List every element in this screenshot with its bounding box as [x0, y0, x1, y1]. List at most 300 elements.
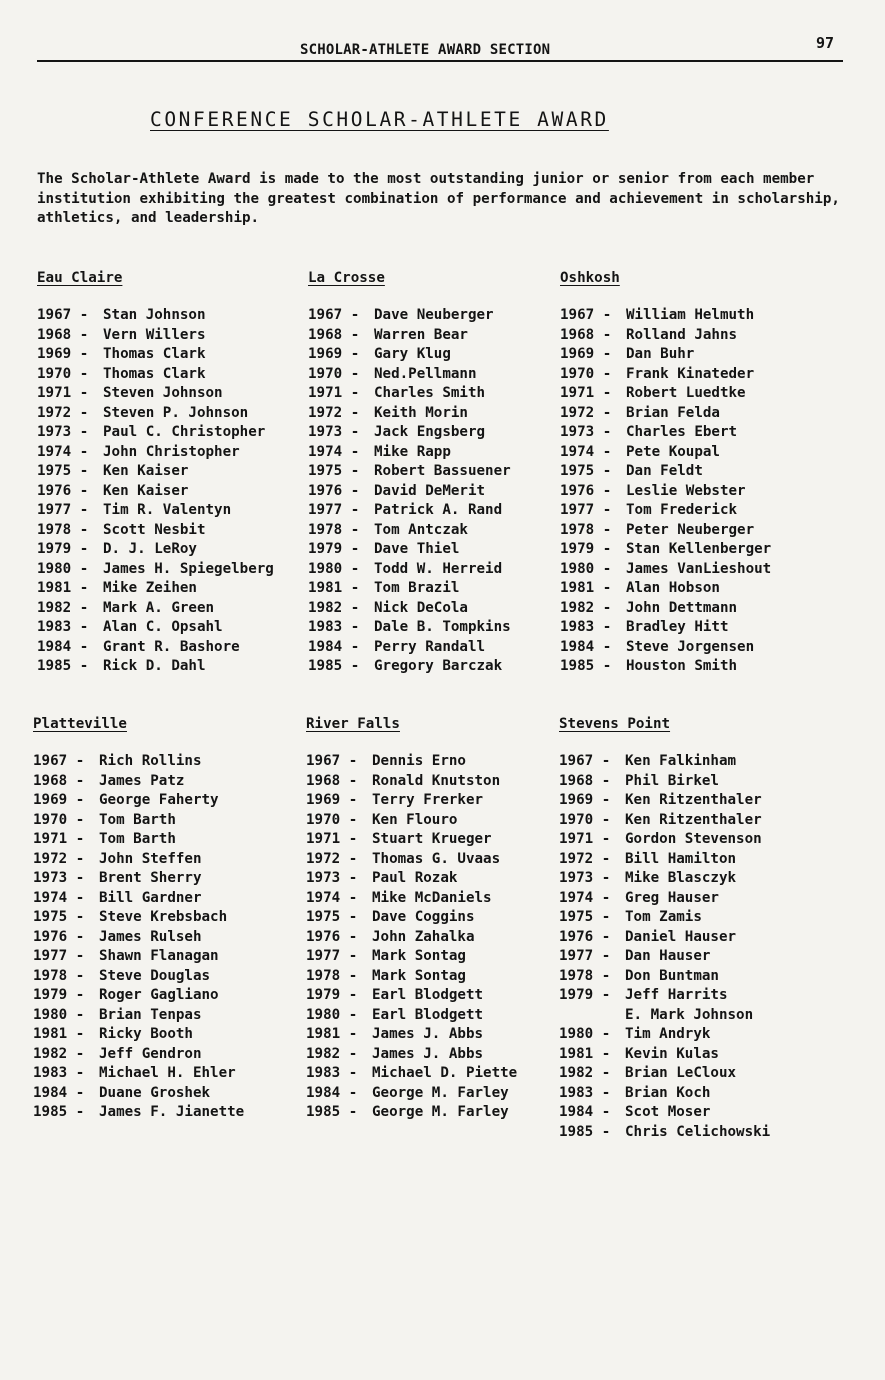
- winner-name: Earl Blodgett: [372, 987, 484, 1003]
- winner-name: Bradley Hitt: [626, 619, 729, 635]
- winner-name: Paul Rozak: [372, 870, 458, 886]
- winner-year: 1969 -: [559, 792, 611, 808]
- winner-year: 1985 -: [308, 658, 360, 674]
- winner-year: 1975 -: [37, 463, 89, 479]
- winner-year: 1983 -: [33, 1065, 85, 1081]
- winner-year: 1978 -: [559, 967, 611, 984]
- winner-name: Brent Sherry: [99, 870, 202, 886]
- winner-year: 1979 -: [308, 541, 360, 557]
- winner-name: Vern Willers: [103, 326, 206, 343]
- winner-year: 1969 -: [560, 346, 612, 362]
- winner-name: Ned.Pellmann: [374, 365, 477, 382]
- winner-year: 1983 -: [306, 1065, 358, 1081]
- winner-row: [560, 404, 771, 424]
- winner-name: Stan Johnson: [103, 307, 206, 323]
- winner-name: Mark Sontag: [372, 948, 466, 964]
- winner-name: Nick DeCola: [374, 599, 468, 616]
- winner-name: Don Buntman: [625, 967, 719, 984]
- winner-row: [37, 657, 274, 677]
- winner-row: [33, 869, 244, 889]
- winner-row: [560, 501, 771, 521]
- winner-name: Patrick A. Rand: [374, 502, 503, 518]
- winner-year: 1971 -: [306, 831, 358, 847]
- winner-name: James J. Abbs: [372, 1045, 484, 1062]
- school-column-river-falls: [306, 714, 517, 1123]
- winner-name: Tom Frederick: [626, 502, 738, 518]
- winner-row: [308, 482, 511, 502]
- winner-row: [560, 618, 771, 638]
- winner-year: 1978 -: [37, 521, 89, 538]
- winner-row: [560, 482, 771, 502]
- winner-name: John Zahalka: [372, 928, 475, 945]
- winner-row: [37, 482, 274, 502]
- winner-row: [560, 462, 771, 482]
- winner-name: Steve Douglas: [99, 967, 211, 984]
- winner-year: 1984 -: [37, 638, 89, 655]
- section-header: SCHOLAR-ATHLETE AWARD SECTION: [300, 42, 551, 58]
- winner-row: [560, 579, 771, 599]
- winner-row: [37, 462, 274, 482]
- winner-name: Charles Ebert: [626, 424, 738, 440]
- winner-name: Steve Krebsbach: [99, 909, 228, 925]
- winner-year: 1973 -: [306, 870, 358, 886]
- winner-row: [308, 326, 511, 346]
- winner-row: [37, 443, 274, 463]
- winner-year: 1973 -: [559, 870, 611, 886]
- winner-name: Michael H. Ehler: [99, 1065, 236, 1081]
- winner-year: 1977 -: [37, 502, 89, 518]
- winner-year: 1971 -: [560, 385, 612, 401]
- winner-name: Brian Tenpas: [99, 1006, 202, 1023]
- winner-row: [33, 947, 244, 967]
- winner-row: [306, 752, 517, 772]
- winner-row: [560, 599, 771, 619]
- winner-name: Ken Kaiser: [103, 482, 189, 499]
- page-number: 97: [816, 34, 835, 52]
- winner-year: 1970 -: [306, 811, 358, 828]
- school-column-stevens-point: [559, 714, 770, 1142]
- winner-row: [37, 326, 274, 346]
- winner-row: [308, 423, 511, 443]
- winner-year: 1975 -: [308, 463, 360, 479]
- winner-year: 1968 -: [33, 772, 85, 789]
- winner-name: Pete Koupal: [626, 443, 720, 460]
- winner-name: Daniel Hauser: [625, 928, 737, 945]
- winner-year: 1971 -: [33, 831, 85, 847]
- winner-row: [308, 384, 511, 404]
- winner-year: 1969 -: [37, 346, 89, 362]
- winner-name: David DeMerit: [374, 482, 486, 499]
- winner-row: [37, 579, 274, 599]
- winner-row: [560, 423, 771, 443]
- winner-name: John Steffen: [99, 850, 202, 867]
- winner-name: Phil Birkel: [625, 772, 719, 789]
- winner-name: Michael D. Piette: [372, 1065, 518, 1081]
- winner-row: [559, 850, 770, 870]
- winner-year: 1972 -: [306, 850, 358, 867]
- winner-name: Ken Kaiser: [103, 463, 189, 479]
- school-heading: Platteville: [33, 716, 127, 732]
- school-column-platteville: [33, 714, 244, 1123]
- winner-row: [306, 850, 517, 870]
- winner-name: Steve Jorgensen: [626, 638, 755, 655]
- winner-year: 1982 -: [308, 599, 360, 616]
- winner-name: James F. Jianette: [99, 1104, 245, 1120]
- winner-year: 1975 -: [306, 909, 358, 925]
- winner-name: James J. Abbs: [372, 1026, 484, 1042]
- winner-row: [306, 869, 517, 889]
- winner-row: [308, 462, 511, 482]
- winner-year: 1967 -: [37, 307, 89, 323]
- winner-year: 1984 -: [559, 1104, 611, 1120]
- winner-row: [33, 889, 244, 909]
- school-heading: River Falls: [306, 716, 400, 732]
- winner-year: 1975 -: [33, 909, 85, 925]
- winner-name: Rick D. Dahl: [103, 658, 206, 674]
- winner-name: Houston Smith: [626, 658, 738, 674]
- winner-year: 1976 -: [560, 482, 612, 499]
- winner-row: [33, 967, 244, 987]
- winner-year: 1980 -: [560, 560, 612, 577]
- winner-name: Brian LeCloux: [625, 1065, 737, 1081]
- winner-name: Bill Hamilton: [625, 850, 737, 867]
- winner-row: [560, 306, 771, 326]
- winner-row: [33, 772, 244, 792]
- winner-name: Terry Frerker: [372, 792, 484, 808]
- winner-year: 1981 -: [306, 1026, 358, 1042]
- winner-year: 1977 -: [306, 948, 358, 964]
- winner-name: Rich Rollins: [99, 753, 202, 769]
- winner-row: [308, 540, 511, 560]
- winner-year: 1985 -: [559, 1123, 611, 1140]
- winner-row: [560, 521, 771, 541]
- winner-year: 1978 -: [560, 521, 612, 538]
- winner-year: 1967 -: [306, 753, 358, 769]
- winner-row: [306, 830, 517, 850]
- winner-row: [306, 1064, 517, 1084]
- winner-row: [33, 986, 244, 1006]
- winner-name: Gregory Barczak: [374, 658, 503, 674]
- winner-name: Gary Klug: [374, 346, 451, 362]
- winner-name: Ken Ritzenthaler: [625, 811, 762, 828]
- winner-row: [560, 443, 771, 463]
- winner-name: James Patz: [99, 772, 185, 789]
- winner-row: [308, 501, 511, 521]
- winner-name: Rolland Jahns: [626, 326, 738, 343]
- winner-name: Dave Neuberger: [374, 307, 494, 323]
- winner-name: Ken Falkinham: [625, 753, 737, 769]
- winner-name: Steven Johnson: [103, 385, 223, 401]
- winner-row: [33, 830, 244, 850]
- winner-row: [559, 928, 770, 948]
- winner-name: Dan Buhr: [626, 346, 695, 362]
- winner-row: [306, 986, 517, 1006]
- winner-name: Robert Luedtke: [626, 385, 746, 401]
- header-rule: [37, 60, 843, 62]
- winner-row: [559, 908, 770, 928]
- winner-name: Tom Zamis: [625, 909, 702, 925]
- winner-year: 1977 -: [308, 502, 360, 518]
- winner-row: [308, 345, 511, 365]
- winner-name: Mark Sontag: [372, 967, 466, 984]
- winner-row: [33, 1006, 244, 1026]
- winner-row: [37, 501, 274, 521]
- winner-name: Mark A. Green: [103, 599, 215, 616]
- winner-name: Thomas G. Uvaas: [372, 850, 501, 867]
- winner-year: 1974 -: [37, 443, 89, 460]
- winner-name: Mike Rapp: [374, 443, 451, 460]
- winner-year: 1976 -: [33, 928, 85, 945]
- winner-name: Earl Blodgett: [372, 1006, 484, 1023]
- winner-year: 1967 -: [560, 307, 612, 323]
- winner-year: 1970 -: [560, 365, 612, 382]
- winner-year: 1967 -: [33, 753, 85, 769]
- winner-name: Bill Gardner: [99, 889, 202, 906]
- winner-name: Warren Bear: [374, 326, 468, 343]
- winner-year: 1974 -: [559, 889, 611, 906]
- winner-name: Dave Coggins: [372, 909, 475, 925]
- winner-year: 1978 -: [306, 967, 358, 984]
- winner-row: [559, 811, 770, 831]
- winner-row: [37, 423, 274, 443]
- winner-list: [559, 752, 770, 1142]
- winner-year: 1973 -: [308, 424, 360, 440]
- winner-row: [306, 1025, 517, 1045]
- winner-name: Roger Gagliano: [99, 987, 219, 1003]
- winner-year: 1977 -: [559, 948, 611, 964]
- winner-row: [306, 791, 517, 811]
- winner-name: Dan Feldt: [626, 463, 703, 479]
- winner-year: 1971 -: [559, 831, 611, 847]
- winner-year: 1983 -: [559, 1084, 611, 1101]
- winner-row: [308, 404, 511, 424]
- winner-row: [559, 1064, 770, 1084]
- winner-year: 1972 -: [559, 850, 611, 867]
- winner-year: 1971 -: [37, 385, 89, 401]
- winner-year: 1969 -: [33, 792, 85, 808]
- winner-list: [560, 306, 771, 677]
- winner-row: [33, 752, 244, 772]
- winner-row: [37, 404, 274, 424]
- winner-name: Leslie Webster: [626, 482, 746, 499]
- winner-name: Grant R. Bashore: [103, 638, 240, 655]
- winner-year: 1980 -: [33, 1006, 85, 1023]
- winner-row: [33, 1084, 244, 1104]
- winner-row: [559, 772, 770, 792]
- winner-year: 1979 -: [33, 987, 85, 1003]
- winner-name: Chris Celichowski: [625, 1123, 771, 1140]
- winner-row: [560, 384, 771, 404]
- winner-year: 1975 -: [560, 463, 612, 479]
- winner-year: 1981 -: [33, 1026, 85, 1042]
- winner-row: [560, 540, 771, 560]
- winner-name: Alan Hobson: [626, 580, 720, 596]
- winner-name: Brian Koch: [625, 1084, 711, 1101]
- winner-name: Charles Smith: [374, 385, 486, 401]
- winner-row: [559, 1123, 770, 1143]
- school-column-la-crosse: [308, 268, 511, 677]
- winner-row: [33, 1103, 244, 1123]
- winner-year: 1968 -: [559, 772, 611, 789]
- winner-name: William Helmuth: [626, 307, 755, 323]
- winner-name: Brian Felda: [626, 404, 720, 421]
- winner-year: 1973 -: [33, 870, 85, 886]
- winner-year: 1969 -: [306, 792, 358, 808]
- school-heading: Eau Claire: [37, 270, 123, 286]
- winner-name: Jeff Harrits: [625, 987, 728, 1003]
- winner-name: Steven P. Johnson: [103, 404, 249, 421]
- winner-row: [306, 772, 517, 792]
- winner-year: 1976 -: [306, 928, 358, 945]
- winner-list: [33, 752, 244, 1123]
- winner-row: [37, 384, 274, 404]
- winner-name: Jeff Gendron: [99, 1045, 202, 1062]
- winner-year: 1977 -: [33, 948, 85, 964]
- winner-list: [306, 752, 517, 1123]
- winner-row: [306, 908, 517, 928]
- winner-year: 1974 -: [306, 889, 358, 906]
- winner-name: Mike Blasczyk: [625, 870, 737, 886]
- winner-row: [33, 928, 244, 948]
- winner-name: Duane Groshek: [99, 1084, 211, 1101]
- winner-name: Ricky Booth: [99, 1026, 193, 1042]
- winner-name: Stuart Krueger: [372, 831, 492, 847]
- winner-year: 1967 -: [308, 307, 360, 323]
- winner-name: Scot Moser: [625, 1104, 711, 1120]
- winner-row: [308, 521, 511, 541]
- winner-year: 1980 -: [308, 560, 360, 577]
- winner-year: 1972 -: [33, 850, 85, 867]
- winner-name: Mike McDaniels: [372, 889, 492, 906]
- winner-row: [559, 889, 770, 909]
- winner-row: [559, 986, 770, 1006]
- winner-name: Ronald Knutston: [372, 772, 501, 789]
- winner-year: 1974 -: [33, 889, 85, 906]
- winner-year: 1983 -: [308, 619, 360, 635]
- winner-year: 1967 -: [559, 753, 611, 769]
- winner-row: [33, 1045, 244, 1065]
- winner-name: Ken Ritzenthaler: [625, 792, 762, 808]
- winner-row: [559, 1084, 770, 1104]
- winner-year: 1984 -: [560, 638, 612, 655]
- winner-name: George M. Farley: [372, 1104, 509, 1120]
- winner-name: Greg Hauser: [625, 889, 719, 906]
- winner-row: [306, 1084, 517, 1104]
- winner-name: E. Mark Johnson: [625, 1006, 754, 1023]
- winner-year: 1973 -: [37, 424, 89, 440]
- winner-name: Peter Neuberger: [626, 521, 755, 538]
- winner-year: 1984 -: [306, 1084, 358, 1101]
- school-column-eau-claire: [37, 268, 274, 677]
- winner-year: 1979 -: [559, 987, 611, 1003]
- winner-name: James Rulseh: [99, 928, 202, 945]
- winner-row: [308, 657, 511, 677]
- winner-name: Tom Antczak: [374, 521, 468, 538]
- winner-name: Alan C. Opsahl: [103, 619, 223, 635]
- winner-year: 1979 -: [37, 541, 89, 557]
- winner-list: [37, 306, 274, 677]
- winner-name: James H. Spiegelberg: [103, 560, 274, 577]
- winner-year: 1980 -: [306, 1006, 358, 1023]
- winner-name: Keith Morin: [374, 404, 468, 421]
- winner-name: Robert Bassuener: [374, 463, 511, 479]
- winner-year: 1970 -: [33, 811, 85, 828]
- winner-row: [560, 326, 771, 346]
- school-heading: La Crosse: [308, 270, 385, 286]
- winner-row: [37, 306, 274, 326]
- winner-row: [33, 1064, 244, 1084]
- winner-row: [308, 618, 511, 638]
- winner-year: 1968 -: [37, 326, 89, 343]
- winner-year: 1985 -: [560, 658, 612, 674]
- winner-row: [559, 947, 770, 967]
- winner-row: [306, 947, 517, 967]
- winner-row: [560, 657, 771, 677]
- winner-name: Stan Kellenberger: [626, 541, 772, 557]
- winner-row: [560, 560, 771, 580]
- winner-row: [308, 306, 511, 326]
- winner-row: [559, 791, 770, 811]
- winner-year: 1970 -: [308, 365, 360, 382]
- winner-name: Todd W. Herreid: [374, 560, 503, 577]
- winner-year: 1969 -: [308, 346, 360, 362]
- winner-name: Dave Thiel: [374, 541, 460, 557]
- winner-year: 1972 -: [37, 404, 89, 421]
- winner-year: 1982 -: [559, 1065, 611, 1081]
- school-column-oshkosh: [560, 268, 771, 677]
- winner-year: 1979 -: [306, 987, 358, 1003]
- winner-name: Dale B. Tompkins: [374, 619, 511, 635]
- winner-year: 1981 -: [308, 580, 360, 596]
- winner-year: 1968 -: [306, 772, 358, 789]
- winner-row: [33, 811, 244, 831]
- winner-row: [37, 521, 274, 541]
- winner-row: [306, 967, 517, 987]
- winner-row: [33, 791, 244, 811]
- winner-row: [306, 811, 517, 831]
- winner-year: 1980 -: [37, 560, 89, 577]
- winner-row: [559, 1006, 770, 1026]
- winner-year: 1968 -: [560, 326, 612, 343]
- winner-name: Tom Barth: [99, 831, 176, 847]
- winner-name: D. J. LeRoy: [103, 541, 197, 557]
- winner-name: Thomas Clark: [103, 346, 206, 362]
- winner-name: Perry Randall: [374, 638, 486, 655]
- intro-paragraph: The Scholar-Athlete Award is made to the most outstanding junior or senior from each member institution exhibiting the greatest combination of performance and achievement in scholarship, athletics, and leadership.: [37, 171, 840, 226]
- winner-year: 1984 -: [308, 638, 360, 655]
- winner-year: 1971 -: [308, 385, 360, 401]
- winner-row: [559, 752, 770, 772]
- winner-year: 1976 -: [308, 482, 360, 499]
- winner-name: James VanLieshout: [626, 560, 772, 577]
- winner-name: Ken Flouro: [372, 811, 458, 828]
- winner-year: 1981 -: [559, 1045, 611, 1062]
- winner-name: Frank Kinateder: [626, 365, 755, 382]
- winner-name: Kevin Kulas: [625, 1045, 719, 1062]
- winner-name: Tom Brazil: [374, 580, 460, 596]
- winner-row: [37, 365, 274, 385]
- winner-name: Scott Nesbit: [103, 521, 206, 538]
- winner-year: 1978 -: [308, 521, 360, 538]
- winner-year: 1982 -: [306, 1045, 358, 1062]
- winner-year: 1985 -: [33, 1104, 85, 1120]
- winner-name: George Faherty: [99, 792, 219, 808]
- winner-name: Tim Andryk: [625, 1026, 711, 1042]
- winner-year: 1979 -: [560, 541, 612, 557]
- winner-row: [306, 889, 517, 909]
- winner-name: John Dettmann: [626, 599, 738, 616]
- winner-year: 1970 -: [37, 365, 89, 382]
